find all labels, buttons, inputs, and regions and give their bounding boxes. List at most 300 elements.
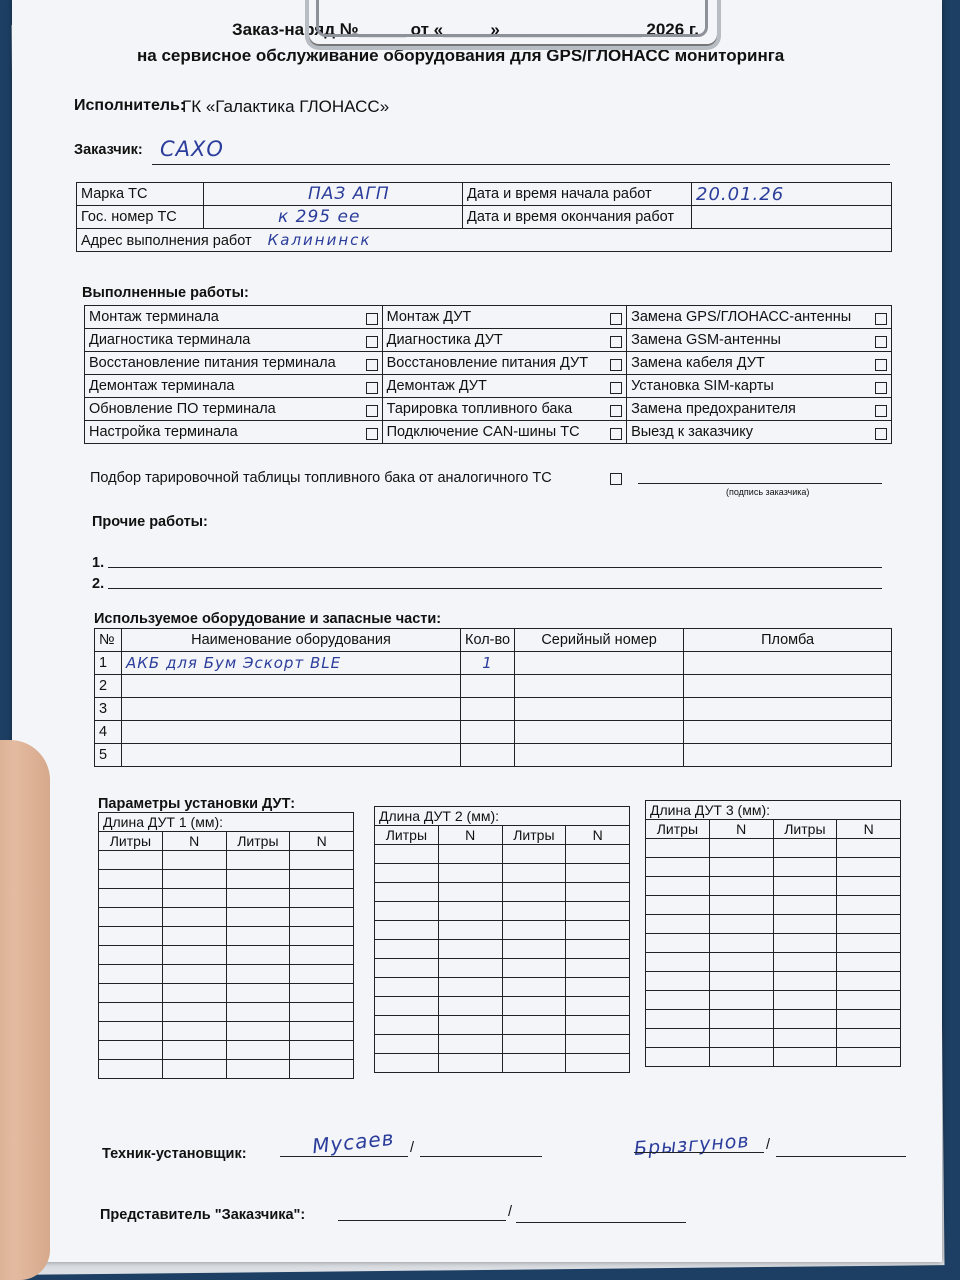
dut-cell <box>375 902 439 921</box>
dut-cell <box>566 883 630 902</box>
work-item <box>382 306 626 329</box>
dut-cell <box>646 972 710 991</box>
work-item-label: Подключение CAN-шины ТС <box>386 424 580 440</box>
dut-cell <box>773 896 837 915</box>
dut-cell <box>226 946 290 965</box>
brand-label: Марка ТС <box>77 183 204 206</box>
dut-row <box>646 858 901 877</box>
equipment-cell-name <box>122 698 461 721</box>
dut-row <box>99 927 354 946</box>
address-label: Адрес выполнения работ <box>81 233 252 249</box>
equipment-cell-name <box>122 744 461 767</box>
dut-cell <box>375 997 439 1016</box>
dut-cell <box>566 940 630 959</box>
work-item <box>627 352 892 375</box>
dut-cell <box>646 934 710 953</box>
works-table <box>84 305 892 444</box>
dut-cell <box>438 997 502 1016</box>
dut-row <box>646 1010 901 1029</box>
dut-cell <box>438 1016 502 1035</box>
calibration-text: Подбор тарировочной таблицы топливного бака от аналогичного ТС <box>90 470 552 486</box>
vehicle-table <box>76 182 892 252</box>
work-item <box>627 329 892 352</box>
eq-header-qty: Кол-во <box>461 629 515 652</box>
dut-row <box>99 870 354 889</box>
dut-row <box>99 965 354 984</box>
work-item-label: Выезд к заказчику <box>631 424 753 440</box>
work-item-label: Тарировка топливного бака <box>386 401 573 417</box>
work-item <box>85 329 383 352</box>
dut-row <box>375 883 630 902</box>
work-checkbox[interactable] <box>610 405 622 417</box>
dut-cell <box>837 991 901 1010</box>
dut-row <box>646 915 901 934</box>
work-checkbox[interactable] <box>610 359 622 371</box>
dut-cell <box>226 870 290 889</box>
dut-cell <box>566 1016 630 1035</box>
equipment-row <box>95 698 892 721</box>
dut-cell <box>502 978 566 997</box>
tech-sign-line-2 <box>634 1152 764 1153</box>
dut-row <box>375 978 630 997</box>
dut-row <box>375 921 630 940</box>
work-checkbox[interactable] <box>366 359 378 371</box>
dut-cell <box>375 921 439 940</box>
dut-cell <box>99 984 163 1003</box>
work-item-label: Монтаж ДУТ <box>386 309 472 325</box>
plate-value: к 295 ее <box>204 206 463 229</box>
dut-cell <box>773 953 837 972</box>
equipment-cell-name <box>122 675 461 698</box>
dut-row <box>646 839 901 858</box>
dut-cell <box>837 915 901 934</box>
work-item-label: Восстановление питания терминала <box>89 355 336 371</box>
dut-cell <box>773 915 837 934</box>
dut-row <box>375 1054 630 1073</box>
dut-cell <box>438 921 502 940</box>
work-item <box>382 352 626 375</box>
dut-cell <box>837 1010 901 1029</box>
dut-cell <box>438 978 502 997</box>
dut-cell <box>162 1003 226 1022</box>
dut-table-1 <box>98 812 354 1079</box>
rep-label: Представитель "Заказчика": <box>100 1207 306 1223</box>
dut-cell <box>566 845 630 864</box>
dut-row <box>646 991 901 1010</box>
dut-cell <box>709 839 773 858</box>
dut-cell <box>290 870 354 889</box>
thumb <box>0 740 50 1280</box>
dut-cell <box>226 984 290 1003</box>
dut-cell <box>646 858 710 877</box>
work-checkbox[interactable] <box>875 382 887 394</box>
dut-cell <box>226 1003 290 1022</box>
dut-table-3 <box>645 800 901 1067</box>
dut-cell <box>502 997 566 1016</box>
dut-row <box>99 1022 354 1041</box>
dut-cell <box>502 1054 566 1073</box>
other-line-1 <box>108 567 882 568</box>
dut-cell <box>773 991 837 1010</box>
work-item <box>382 421 626 444</box>
work-checkbox[interactable] <box>610 336 622 348</box>
dut-cell <box>375 864 439 883</box>
equipment-cell-serial <box>515 744 684 767</box>
other-line-2 <box>108 588 882 589</box>
dut-cell <box>375 959 439 978</box>
dut-cell <box>438 959 502 978</box>
work-item <box>85 421 383 444</box>
clipboard-clip-inner <box>316 0 708 37</box>
dut-row <box>375 940 630 959</box>
dut-cell <box>290 1041 354 1060</box>
dut-cell <box>438 1035 502 1054</box>
dut-cell <box>773 839 837 858</box>
dut-table-title: Длина ДУТ 2 (мм): <box>375 807 630 826</box>
dut-cell <box>502 902 566 921</box>
dut-cell <box>566 1035 630 1054</box>
dut-cell <box>226 1060 290 1079</box>
dut-cell <box>837 839 901 858</box>
dut-cell <box>709 991 773 1010</box>
work-checkbox[interactable] <box>366 405 378 417</box>
work-item-label: Монтаж терминала <box>89 309 219 325</box>
work-item-label: Замена GSM-антенны <box>631 332 781 348</box>
equipment-cell-qty <box>461 675 515 698</box>
dut-row <box>99 908 354 927</box>
work-item <box>627 398 892 421</box>
dut-cell <box>375 940 439 959</box>
dut-cell <box>837 1048 901 1067</box>
equipment-cell-n: 3 <box>95 698 122 721</box>
dut-cell <box>566 997 630 1016</box>
work-checkbox[interactable] <box>366 428 378 440</box>
dut-row <box>99 1041 354 1060</box>
dut-cell <box>646 877 710 896</box>
dut-cell <box>226 908 290 927</box>
dut-row <box>646 896 901 915</box>
dut-cell <box>773 972 837 991</box>
dut-row <box>646 1029 901 1048</box>
work-item <box>382 398 626 421</box>
work-item-label: Установка SIM-карты <box>631 378 774 394</box>
equipment-row <box>95 652 892 675</box>
dut-row <box>99 1003 354 1022</box>
dut-row <box>375 1016 630 1035</box>
other-item-2: 2. <box>92 576 105 592</box>
dut-cell <box>290 889 354 908</box>
dut-table-2 <box>374 806 630 1073</box>
dut-cell <box>226 927 290 946</box>
customer-label: Заказчик: <box>74 142 143 158</box>
eq-header-num: № <box>95 629 122 652</box>
work-checkbox[interactable] <box>610 382 622 394</box>
dut-cell <box>226 889 290 908</box>
dut-cell <box>646 991 710 1010</box>
tech-signature-1: Мусаев <box>310 1125 396 1159</box>
dut-cell <box>290 908 354 927</box>
dut-cell <box>566 978 630 997</box>
dut-cell <box>162 946 226 965</box>
plate-label: Гос. номер ТС <box>77 206 204 229</box>
equipment-cell-qty <box>461 721 515 744</box>
work-checkbox[interactable] <box>875 313 887 325</box>
equipment-title: Используемое оборудование и запасные части: <box>94 611 442 627</box>
equipment-cell-serial <box>515 721 684 744</box>
dut-cell <box>162 851 226 870</box>
work-item <box>627 306 892 329</box>
dut-cell <box>709 972 773 991</box>
rep-slash: / <box>508 1204 513 1220</box>
dut-row <box>375 864 630 883</box>
dut-cell <box>709 934 773 953</box>
dut-cell <box>99 946 163 965</box>
dut-col-header: Литры <box>99 832 163 851</box>
dut-col-header: Литры <box>226 832 290 851</box>
equipment-cell-seal <box>684 721 892 744</box>
dut-cell <box>290 1022 354 1041</box>
dut-col-header: Литры <box>646 820 710 839</box>
dut-cell <box>773 1029 837 1048</box>
dut-cell <box>438 902 502 921</box>
work-order-sheet <box>12 0 942 1262</box>
work-checkbox[interactable] <box>366 382 378 394</box>
executor-value: ГК «Галактика ГЛОНАСС» <box>182 97 390 116</box>
equipment-cell-name: АКБ для Бум Эскорт BLE <box>122 652 461 675</box>
dut-cell <box>438 864 502 883</box>
dut-cell <box>99 851 163 870</box>
other-title: Прочие работы: <box>92 514 208 530</box>
dut-cell <box>502 1035 566 1054</box>
dut-col-header: Литры <box>375 826 439 845</box>
work-item <box>85 398 383 421</box>
dut-cell <box>375 1016 439 1035</box>
dut-table-title: Длина ДУТ 3 (мм): <box>646 801 901 820</box>
dut-table-title: Длина ДУТ 1 (мм): <box>99 813 354 832</box>
dut-cell <box>226 1022 290 1041</box>
brand-value: ПАЗ АГП <box>204 183 463 206</box>
dut-col-header: N <box>837 820 901 839</box>
equipment-cell-n: 2 <box>95 675 122 698</box>
equipment-cell-qty <box>461 698 515 721</box>
dut-cell <box>290 1060 354 1079</box>
dut-cell <box>438 845 502 864</box>
customer-signature-line <box>638 483 882 484</box>
work-item-label: Замена кабеля ДУТ <box>631 355 765 371</box>
dut-row <box>375 845 630 864</box>
work-checkbox[interactable] <box>610 428 622 440</box>
work-item <box>85 352 383 375</box>
dut-title: Параметры установки ДУТ: <box>98 796 296 812</box>
rep-name-line <box>516 1222 686 1223</box>
work-checkbox[interactable] <box>610 313 622 325</box>
work-item <box>382 375 626 398</box>
dut-cell <box>502 1016 566 1035</box>
dut-cell <box>99 908 163 927</box>
dut-row <box>375 997 630 1016</box>
dut-cell <box>99 927 163 946</box>
dut-cell <box>290 1003 354 1022</box>
dut-cell <box>162 908 226 927</box>
work-item-label: Настройка терминала <box>89 424 238 440</box>
dut-cell <box>226 1041 290 1060</box>
work-item <box>85 375 383 398</box>
dut-cell <box>290 946 354 965</box>
equipment-cell-n: 5 <box>95 744 122 767</box>
other-item-1: 1. <box>92 555 105 571</box>
calibration-checkbox[interactable] <box>610 473 622 485</box>
address-value: Калининск <box>267 231 372 249</box>
equipment-cell-serial <box>515 698 684 721</box>
dut-cell <box>502 959 566 978</box>
tech-name-line-1 <box>420 1156 542 1157</box>
dut-cell <box>162 1041 226 1060</box>
dut-cell <box>162 870 226 889</box>
dut-col-header: Литры <box>773 820 837 839</box>
dut-cell <box>438 940 502 959</box>
dut-cell <box>99 1022 163 1041</box>
equipment-row <box>95 744 892 767</box>
works-title: Выполненные работы: <box>82 285 249 301</box>
dut-row <box>646 877 901 896</box>
dut-cell <box>837 1029 901 1048</box>
dut-cell <box>709 1010 773 1029</box>
work-checkbox[interactable] <box>875 359 887 371</box>
work-item <box>85 306 383 329</box>
dut-cell <box>773 934 837 953</box>
customer-value: САХО <box>160 137 224 161</box>
dut-cell <box>99 870 163 889</box>
dut-cell <box>837 858 901 877</box>
end-value <box>692 206 892 229</box>
dut-cell <box>502 921 566 940</box>
work-item-label: Замена GPS/ГЛОНАСС-антенны <box>631 309 852 325</box>
dut-cell <box>162 1022 226 1041</box>
dut-row <box>99 851 354 870</box>
dut-cell <box>709 1048 773 1067</box>
dut-cell <box>438 883 502 902</box>
tech-sign-line-1 <box>280 1156 408 1157</box>
work-item-label: Восстановление питания ДУТ <box>386 355 589 371</box>
dut-cell <box>375 1054 439 1073</box>
dut-cell <box>162 927 226 946</box>
equipment-cell-name <box>122 721 461 744</box>
equipment-cell-qty: 1 <box>461 652 515 675</box>
signature-caption: (подпись заказчика) <box>726 487 810 497</box>
equipment-cell-serial <box>515 652 684 675</box>
work-item-label: Замена предохранителя <box>631 401 796 417</box>
dut-row <box>99 1060 354 1079</box>
equipment-table <box>94 628 892 767</box>
work-item-label: Демонтаж терминала <box>89 378 235 394</box>
dut-cell <box>773 1010 837 1029</box>
dut-cell <box>375 845 439 864</box>
work-checkbox[interactable] <box>366 313 378 325</box>
dut-cell <box>646 896 710 915</box>
work-item-label: Обновление ПО терминала <box>89 401 276 417</box>
dut-col-header: N <box>566 826 630 845</box>
dut-row <box>646 1048 901 1067</box>
dut-row <box>375 1035 630 1054</box>
tech-slash-1: / <box>410 1140 415 1156</box>
work-item <box>627 421 892 444</box>
dut-cell <box>99 1041 163 1060</box>
dut-cell <box>566 921 630 940</box>
dut-row <box>99 889 354 908</box>
dut-cell <box>709 915 773 934</box>
dut-row <box>375 902 630 921</box>
dut-cell <box>226 965 290 984</box>
equipment-row <box>95 675 892 698</box>
tech-name-line-2 <box>776 1156 906 1157</box>
dut-col-header: N <box>290 832 354 851</box>
dut-cell <box>837 896 901 915</box>
customer-underline <box>152 164 890 165</box>
dut-cell <box>438 1054 502 1073</box>
dut-cell <box>566 959 630 978</box>
dut-cell <box>646 839 710 858</box>
dut-cell <box>502 940 566 959</box>
dut-cell <box>162 889 226 908</box>
title-line-1: Заказ-наряд №_____ от «_____»_______________ 2026 г. <box>232 20 700 39</box>
tech-label: Техник-установщик: <box>102 1146 247 1162</box>
dut-cell <box>375 978 439 997</box>
dut-row <box>99 984 354 1003</box>
dut-cell <box>837 934 901 953</box>
dut-cell <box>290 851 354 870</box>
work-checkbox[interactable] <box>875 428 887 440</box>
dut-row <box>375 959 630 978</box>
dut-cell <box>566 1054 630 1073</box>
dut-cell <box>99 1060 163 1079</box>
dut-col-header: Литры <box>502 826 566 845</box>
dut-cell <box>226 851 290 870</box>
dut-cell <box>290 965 354 984</box>
dut-cell <box>375 1035 439 1054</box>
start-label: Дата и время начала работ <box>463 183 692 206</box>
eq-header-name: Наименование оборудования <box>122 629 461 652</box>
dut-cell <box>646 1048 710 1067</box>
dut-cell <box>709 1029 773 1048</box>
dut-cell <box>773 877 837 896</box>
dut-col-header: N <box>709 820 773 839</box>
dut-cell <box>99 889 163 908</box>
dut-cell <box>502 845 566 864</box>
dut-cell <box>646 953 710 972</box>
dut-cell <box>162 965 226 984</box>
dut-cell <box>837 972 901 991</box>
dut-row <box>646 972 901 991</box>
end-label: Дата и время окончания работ <box>463 206 692 229</box>
dut-cell <box>773 1048 837 1067</box>
tech-signature-2: Брызгунов <box>633 1129 751 1161</box>
equipment-cell-seal <box>684 744 892 767</box>
equipment-cell-qty <box>461 744 515 767</box>
work-checkbox[interactable] <box>875 405 887 417</box>
work-item-label: Диагностика ДУТ <box>386 332 503 348</box>
dut-cell <box>646 915 710 934</box>
dut-cell <box>646 1029 710 1048</box>
equipment-cell-n: 4 <box>95 721 122 744</box>
work-checkbox[interactable] <box>875 336 887 348</box>
dut-cell <box>99 1003 163 1022</box>
equipment-cell-n: 1 <box>95 652 122 675</box>
dut-cell <box>162 984 226 1003</box>
dut-cell <box>709 953 773 972</box>
dut-cell <box>290 984 354 1003</box>
work-checkbox[interactable] <box>366 336 378 348</box>
dut-cell <box>375 883 439 902</box>
